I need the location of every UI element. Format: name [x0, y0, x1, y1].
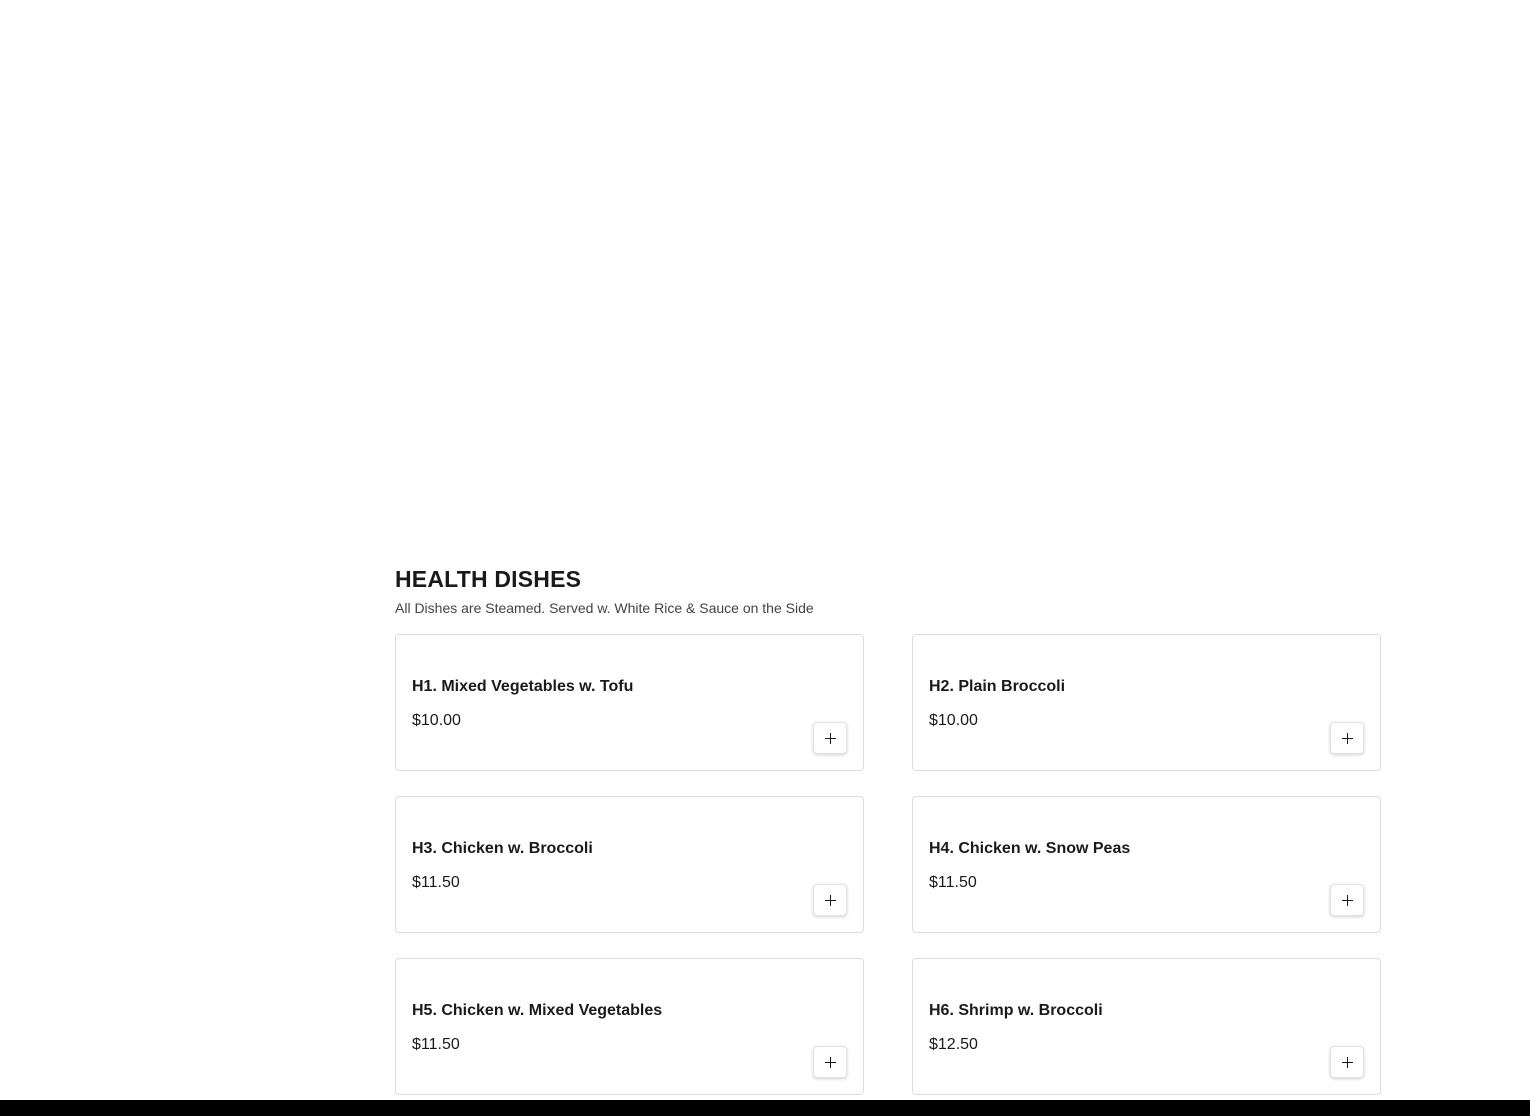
menu-item-name: H5. Chicken w. Mixed Vegetables: [412, 1002, 663, 1019]
menu-item-price: $10.00: [929, 712, 978, 729]
add-item-button[interactable]: [813, 722, 847, 754]
plus-icon: [825, 895, 836, 906]
menu-item-name: H2. Plain Broccoli: [929, 678, 1066, 695]
bottom-bar: [0, 1100, 1530, 1116]
menu-item-card[interactable]: [395, 958, 864, 1095]
menu-item-card[interactable]: [395, 796, 864, 933]
section-title: HEALTH DISHES: [395, 566, 582, 592]
add-item-button[interactable]: [813, 884, 847, 916]
menu-section-health-dishes: [395, 563, 1381, 1053]
plus-icon: [1342, 733, 1353, 744]
menu-item-card[interactable]: [395, 634, 864, 771]
add-item-button[interactable]: [1330, 722, 1364, 754]
section-description: All Dishes are Steamed. Served w. White Rice & Sauce on the Side: [395, 600, 814, 616]
plus-icon: [1342, 895, 1353, 906]
menu-item-name: H4. Chicken w. Snow Peas: [929, 840, 1131, 857]
plus-icon: [825, 733, 836, 744]
menu-item-price: $11.50: [929, 874, 977, 891]
plus-icon: [1342, 1057, 1353, 1068]
menu-item-grid: [395, 634, 1381, 1095]
menu-item-price: $12.50: [929, 1036, 978, 1053]
add-item-button[interactable]: [813, 1046, 847, 1078]
menu-item-name: H3. Chicken w. Broccoli: [412, 840, 593, 857]
menu-item-card[interactable]: [912, 958, 1381, 1095]
menu-item-price: $10.00: [412, 712, 461, 729]
menu-item-card[interactable]: [912, 634, 1381, 771]
menu-item-card[interactable]: [912, 796, 1381, 933]
add-item-button[interactable]: [1330, 884, 1364, 916]
menu-item-price: $11.50: [412, 874, 460, 891]
menu-item-price: $11.50: [412, 1036, 460, 1053]
menu-item-name: H6. Shrimp w. Broccoli: [929, 1002, 1103, 1019]
add-item-button[interactable]: [1330, 1046, 1364, 1078]
plus-icon: [825, 1057, 836, 1068]
menu-item-name: H1. Mixed Vegetables w. Tofu: [412, 678, 634, 695]
